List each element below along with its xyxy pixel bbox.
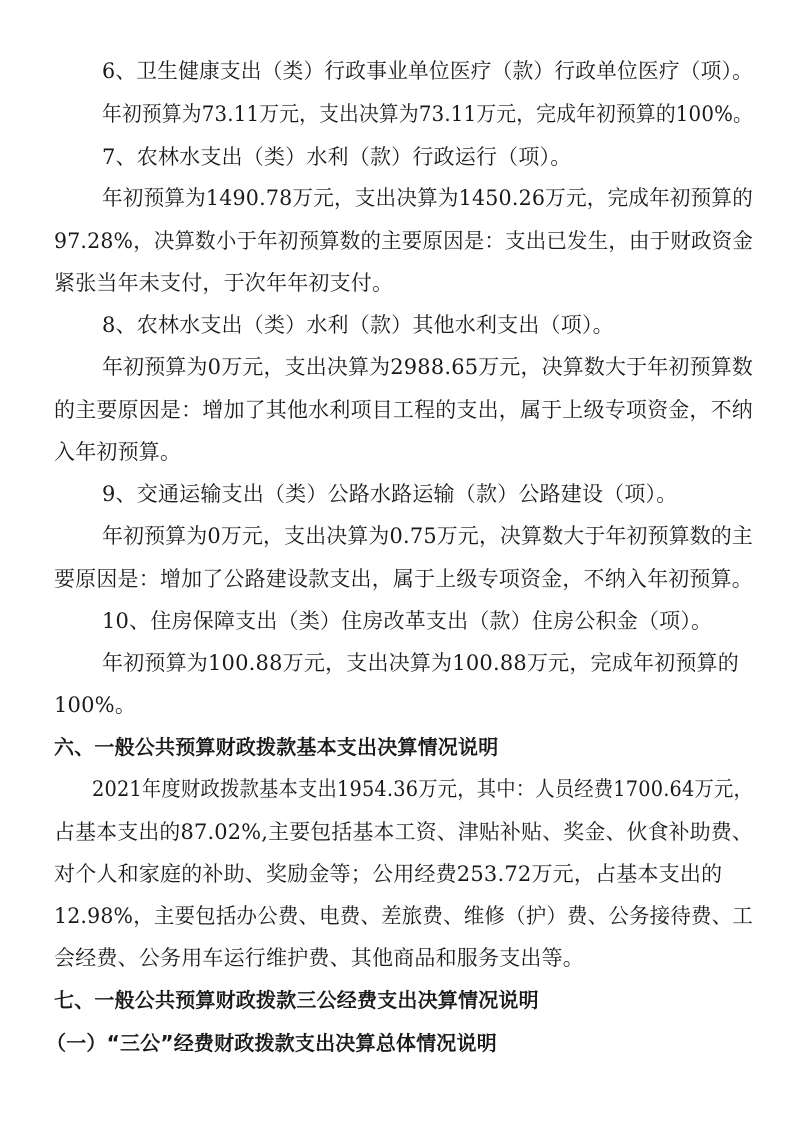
section-6-heading: 六、一般公共预算财政拨款基本支出决算情况说明 <box>54 735 499 759</box>
item-7-heading: 7、农林水支出（类）水利（款）行政运行（项）。 <box>102 145 572 169</box>
section-6-text-line-2: 占基本支出的87.02%,主要包括基本工资、津贴补贴、奖金、伙食补助费、 <box>54 820 754 844</box>
item-8-text-line-3: 入年初预算。 <box>54 440 182 464</box>
item-9-text-line-1: 年初预算为0万元，支出决算为0.75万元，决算数大于年初预算数的主 <box>102 524 753 548</box>
item-7-text-line-2: 97.28%，决算数小于年初预算数的主要原因是：支出已发生，由于财政资金 <box>54 229 753 253</box>
item-10-text-line-2: 100%。 <box>54 693 137 717</box>
item-8-heading: 8、农林水支出（类）水利（款）其他水利支出（项）。 <box>102 313 614 337</box>
item-6-text: 年初预算为73.11万元，支出决算为73.11万元，完成年初预算的100%。 <box>102 102 753 126</box>
item-8-text-line-2: 的主要原因是：增加了其他水利项目工程的支出，属于上级专项资金，不纳 <box>54 398 753 422</box>
item-8-text-line-1: 年初预算为0万元，支出决算为2988.65万元，决算数大于年初预算数 <box>102 355 753 379</box>
item-9-text-line-2: 要原因是：增加了公路建设款支出，属于上级专项资金，不纳入年初预算。 <box>54 567 753 591</box>
section-6-text-line-5: 会经费、公务用车运行维护费、其他商品和服务支出等。 <box>54 946 584 970</box>
section-6-text-line-1: 2021年度财政拨款基本支出1954.36万元，其中：人员经费1700.64万元， <box>92 777 754 801</box>
item-6-heading: 6、卫生健康支出（类）行政事业单位医疗（款）行政单位医疗（项）。 <box>102 59 754 83</box>
section-6-text-line-4: 12.98%，主要包括办公费、电费、差旅费、维修（护）费、公务接待费、工 <box>54 904 753 928</box>
section-6-text-line-3: 对个人和家庭的补助、奖励金等；公用经费253.72万元，占基本支出的 <box>54 862 723 886</box>
item-7-text-line-1: 年初预算为1490.78万元，支出决算为1450.26万元，完成年初预算的 <box>102 186 754 210</box>
item-9-heading: 9、交通运输支出（类）公路水路运输（款）公路建设（项）。 <box>102 482 678 506</box>
section-7-heading: 七、一般公共预算财政拨款三公经费支出决算情况说明 <box>54 988 539 1012</box>
item-10-heading: 10、住房保障支出（类）住房改革支出（款）住房公积金（项）。 <box>102 609 713 633</box>
section-7-subheading: （一）“三公”经费财政拨款支出决算总体情况说明 <box>46 1031 497 1055</box>
item-7-text-line-3: 紧张当年未支付，于次年年初支付。 <box>54 271 394 295</box>
item-10-text-line-1: 年初预算为100.88万元，支出决算为100.88万元，完成年初预算的 <box>102 651 739 675</box>
